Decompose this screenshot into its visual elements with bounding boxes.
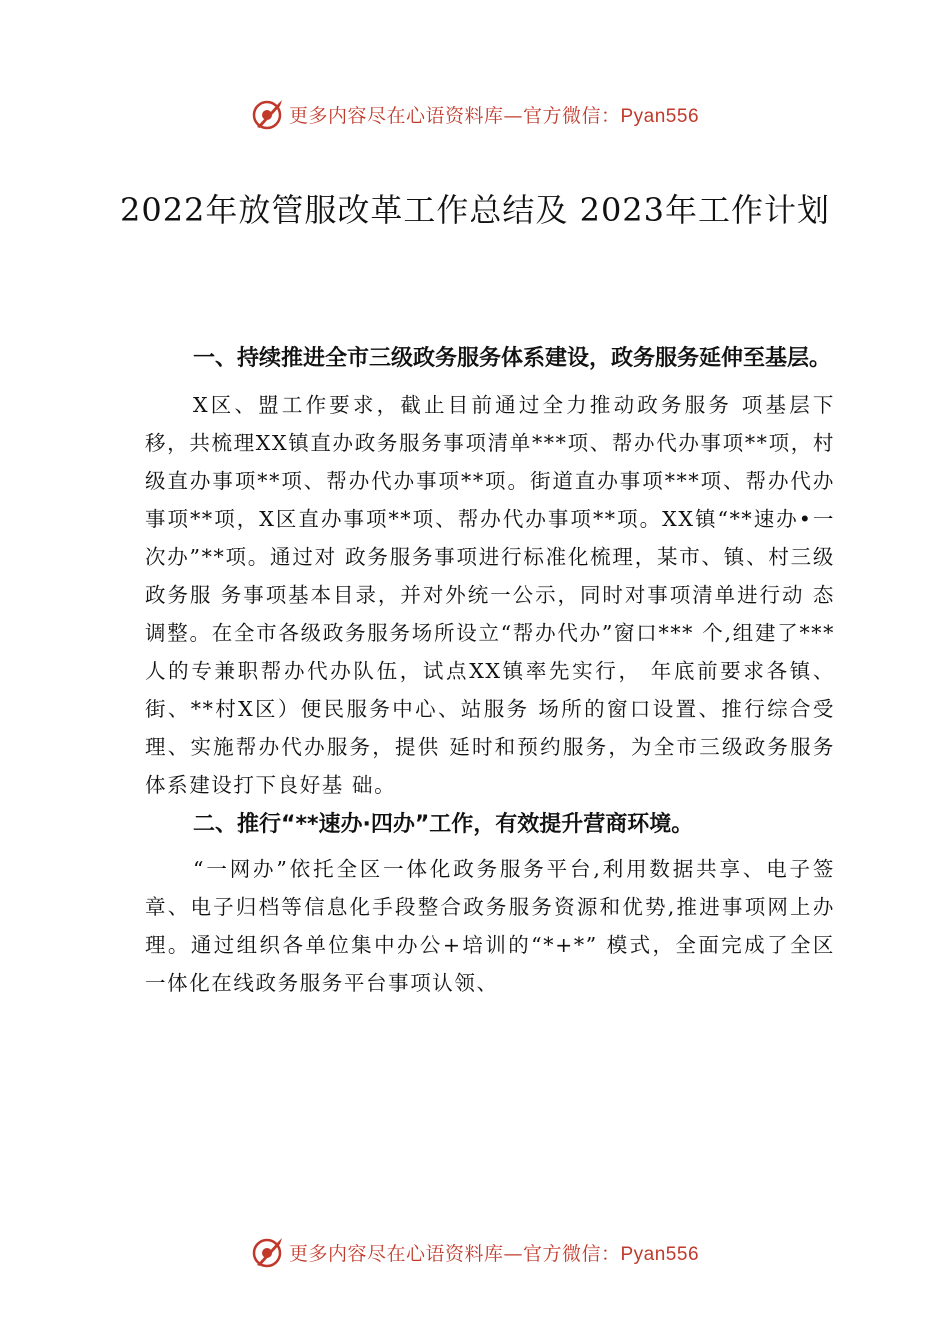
section-heading-1: 一、持续推进全市三级政务服务体系建设，政务服务延伸至基层。 [193, 346, 832, 371]
section-paragraph-2: “一网办”依托全区一体化政务服务平台,利用数据共享、电子签章、电子归档等信息化手段整合政务服务资源和优势,推进事项网上办理。通过组织各单位集中办公+培训的“*+*” 模式，全面完成了全区一体化在线政务服务平台事项认领、 [145, 857, 835, 995]
watermark-text: 更多内容尽在心语资料库—官方微信：Pyan556 [288, 1242, 700, 1265]
pen-logo-icon [251, 97, 285, 131]
wechat-id: Pyan556 [620, 105, 700, 127]
watermark-text: 更多内容尽在心语资料库—官方微信：Pyan556 [288, 104, 700, 127]
document-title: 2022年放管服改革工作总结及 2023年工作计划 [119, 191, 831, 229]
section-heading-2: 二、推行“**速办·四办”工作，有效提升营商环境。 [193, 812, 694, 837]
pen-logo-icon [251, 1235, 285, 1269]
section-paragraph-1: X区、盟工作要求，截止目前通过全力推动政务服务 项基层下移，共梳理XX镇直办政务服务事项清单***项、帮办代办事项**项，村级直办事项**项、帮办代办事项**项。街道直办事项***项、帮办代办事项**项，X区直办事项**项、帮办代办事项**项。XX镇“**速办•一次办”**项。通过对 政务服务事项进行标准化梳理，某市、镇、村三级政务服 务事项基本目录，并对外统一公示，同时对事项清单进行动 态调整。在全市各级政务服务场所设立“帮办代办”窗口*** 个,组建了***人的专兼职帮办代办队伍，试点XX镇率先实行， 年底前要求各镇、街、**村X区）便民服务中心、站服务 场所的窗口设置、推行综合受理、实施帮办代办服务，提供 延时和预约服务，为全市三级政务服务体系建设打下良好基 础。 [145, 393, 835, 797]
document-body [145, 340, 835, 1002]
footer-watermark [0, 1232, 950, 1272]
header-watermark [0, 94, 950, 134]
wechat-id: Pyan556 [620, 1243, 700, 1265]
